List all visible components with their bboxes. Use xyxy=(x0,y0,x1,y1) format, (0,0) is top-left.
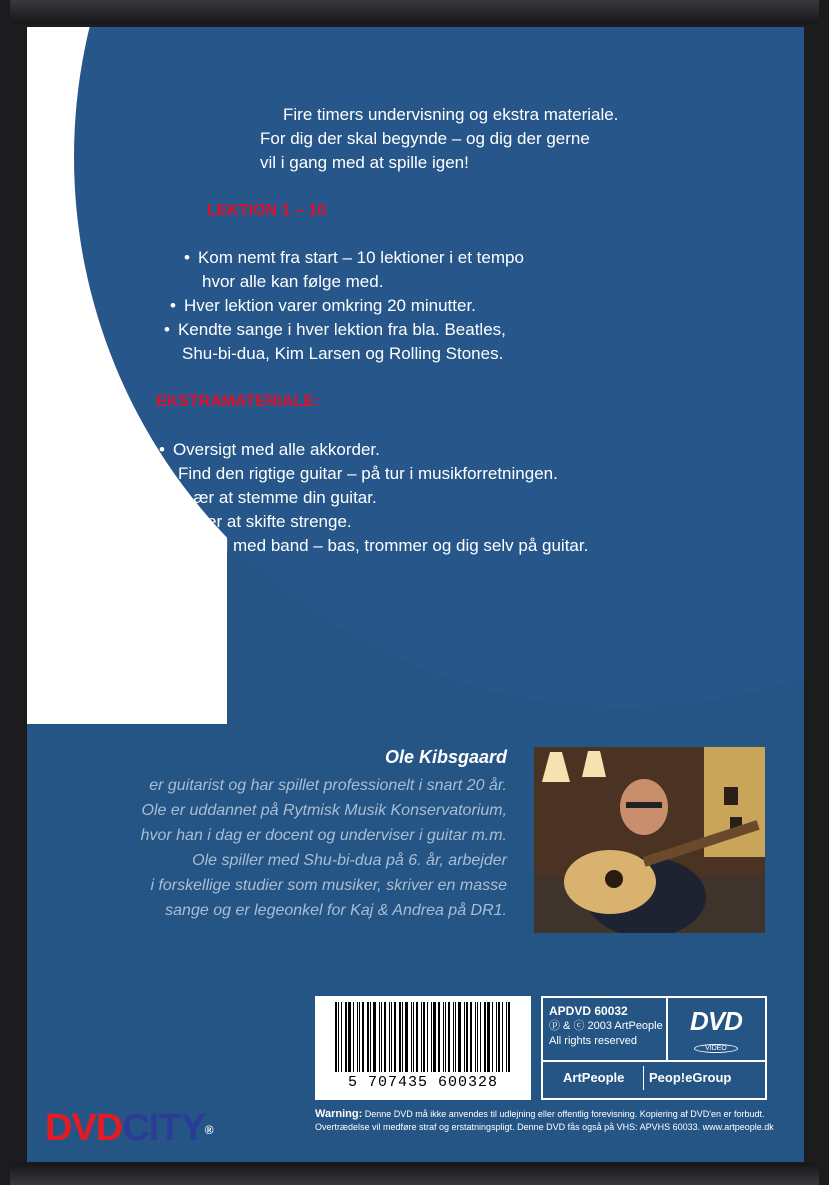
barcode-bar xyxy=(480,1002,481,1072)
dvd-video-logo: DVD VIDEO xyxy=(690,1006,742,1052)
artpeople-logo: ArtPeople xyxy=(563,1070,625,1085)
barcode-number: 5 707435 600328 xyxy=(347,1074,499,1091)
barcode-bar xyxy=(475,1002,476,1072)
bullet-dot: • xyxy=(184,248,190,267)
warning-line: Denne DVD må ikke anvendes til udlejning eller offentlig forevisning. Kopiering af DVD'en er forbudt. xyxy=(364,1109,765,1119)
barcode-bar xyxy=(379,1002,380,1072)
dvd-back-cover xyxy=(27,27,804,1162)
divider xyxy=(666,998,668,1060)
intro-line: vil i gang med at spille igen! xyxy=(260,153,469,172)
bullet-dot: • xyxy=(164,464,170,483)
intro-line: Fire timers undervisning og ekstra materiale. xyxy=(283,105,619,124)
barcode-bar xyxy=(362,1002,364,1072)
ekstra-bullet: • Oversigt med alle akkorder. xyxy=(159,438,380,462)
barcode-bar xyxy=(370,1002,371,1072)
barcode-bar xyxy=(448,1002,450,1072)
barcode-bar xyxy=(445,1002,446,1072)
bullet-dot: • xyxy=(170,488,176,507)
bio-line: Ole er uddannet på Rytmisk Musik Konservatorium, xyxy=(141,802,507,819)
barcode-bar xyxy=(348,1002,351,1072)
barcode-bar xyxy=(389,1002,390,1072)
barcode-bar xyxy=(402,1002,403,1072)
barcode-bar xyxy=(470,1002,472,1072)
barcode-bar xyxy=(338,1002,339,1072)
barcode-bar xyxy=(477,1002,478,1072)
lektion-bullet-cont: hvor alle kan følge med. xyxy=(202,272,384,291)
lektion-bullet: • Kom nemt fra start – 10 lektioner i et tempo xyxy=(184,246,524,270)
barcode-bar xyxy=(433,1002,436,1072)
divider xyxy=(643,1066,644,1090)
barcode-bar xyxy=(353,1002,354,1072)
product-info xyxy=(549,1004,663,1049)
lektion-bullet: • Kendte sange i hver lektion fra bla. Beatles, xyxy=(164,318,506,342)
barcode-bar xyxy=(423,1002,425,1072)
bio-line: hvor han i dag er docent og underviser i guitar m.m. xyxy=(140,827,507,844)
ekstra-bullet: • Spil med band – bas, trommer og dig selv på guitar. xyxy=(186,534,588,558)
product-info-box xyxy=(541,996,767,1100)
warning-text xyxy=(315,1108,785,1134)
barcode-bar xyxy=(341,1002,342,1072)
barcode-bar xyxy=(405,1002,408,1072)
bio-line: i forskellige studier som musiker, skriver en masse xyxy=(150,877,507,894)
barcode-bar xyxy=(345,1002,347,1072)
barcode-bar xyxy=(394,1002,396,1072)
bio-line: Ole spiller med Shu-bi-dua på 6. år, arbejder xyxy=(192,852,507,869)
lektion-heading: LEKTION 1 – 10 xyxy=(207,202,327,219)
bullet-dot: • xyxy=(159,440,165,459)
barcode-bar xyxy=(487,1002,490,1072)
barcode-bar xyxy=(443,1002,444,1072)
barcode-bar xyxy=(492,1002,493,1072)
lektion-bullet-cont: Shu-bi-dua, Kim Larsen og Rolling Stones. xyxy=(182,344,504,363)
barcode-bar xyxy=(373,1002,376,1072)
bio-name: Ole Kibsgaard xyxy=(384,747,507,767)
barcode-bar xyxy=(506,1002,507,1072)
divider xyxy=(543,1060,765,1062)
barcode-bar xyxy=(367,1002,369,1072)
barcode-bar xyxy=(391,1002,392,1072)
guitarist-illustration xyxy=(534,747,765,933)
barcode-bar xyxy=(453,1002,454,1072)
ekstra-heading: EKSTRAMATERIALE: xyxy=(156,393,320,410)
barcode xyxy=(315,996,531,1100)
case-bottom-edge xyxy=(10,1163,819,1185)
barcode-bar xyxy=(416,1002,418,1072)
barcode-bar xyxy=(458,1002,461,1072)
barcode-bar xyxy=(496,1002,497,1072)
barcode-bar xyxy=(411,1002,412,1072)
barcode-bar xyxy=(498,1002,500,1072)
copyright-text: ⓟ & ⓒ 2003 ArtPeople xyxy=(549,1020,663,1032)
barcode-bar xyxy=(502,1002,503,1072)
barcode-bar xyxy=(455,1002,456,1072)
barcode-bar xyxy=(438,1002,440,1072)
barcode-bar xyxy=(484,1002,486,1072)
barcode-bar xyxy=(384,1002,386,1072)
barcode-bar xyxy=(464,1002,465,1072)
barcode-bar xyxy=(359,1002,360,1072)
ekstra-bullet: • Lær at stemme din guitar. xyxy=(170,486,377,510)
barcode-bars xyxy=(335,1002,515,1072)
product-code: APDVD 60032 xyxy=(549,1004,628,1018)
ekstra-bullet: • Lær at skifte strenge. xyxy=(178,510,352,534)
warning-label: Warning: xyxy=(315,1108,363,1120)
barcode-bar xyxy=(399,1002,401,1072)
peoplegroup-logo: Peop!eGroup xyxy=(649,1070,732,1085)
intro-text xyxy=(227,103,747,175)
bio-text xyxy=(37,773,507,923)
guitarist-photo xyxy=(534,747,765,933)
barcode-bar xyxy=(381,1002,382,1072)
ekstra-bullet: • Find den rigtige guitar – på tur i musikforretningen. xyxy=(164,462,558,486)
bullet-dot: • xyxy=(164,320,170,339)
bio-line: er guitarist og har spillet professionelt i snart 20 år. xyxy=(149,777,507,794)
barcode-bar xyxy=(427,1002,428,1072)
barcode-bar xyxy=(466,1002,468,1072)
bullet-dot: • xyxy=(170,296,176,315)
dvdcity-watermark: DVDCITY® xyxy=(45,1107,213,1149)
barcode-bar xyxy=(508,1002,510,1072)
intro-line: For dig der skal begynde – og dig der gerne xyxy=(260,129,590,148)
lektion-bullet: • Hver lektion varer omkring 20 minutter. xyxy=(170,294,476,318)
rights-text: All rights reserved xyxy=(549,1035,638,1047)
barcode-bar xyxy=(431,1002,432,1072)
bio-line: sange og er legeonkel for Kaj & Andrea på DR1. xyxy=(165,902,507,919)
barcode-bar xyxy=(335,1002,337,1072)
warning-line: Overtrædelse vil medføre straf og erstatningspligt. Denne DVD fås også på VHS: APVHS 60033. www.artpeople.dk xyxy=(315,1122,774,1132)
barcode-bar xyxy=(413,1002,414,1072)
case-top-edge xyxy=(10,0,819,24)
bullet-dot: • xyxy=(178,512,184,531)
bullet-dot: • xyxy=(186,536,192,555)
barcode-bar xyxy=(421,1002,422,1072)
barcode-bar xyxy=(357,1002,358,1072)
